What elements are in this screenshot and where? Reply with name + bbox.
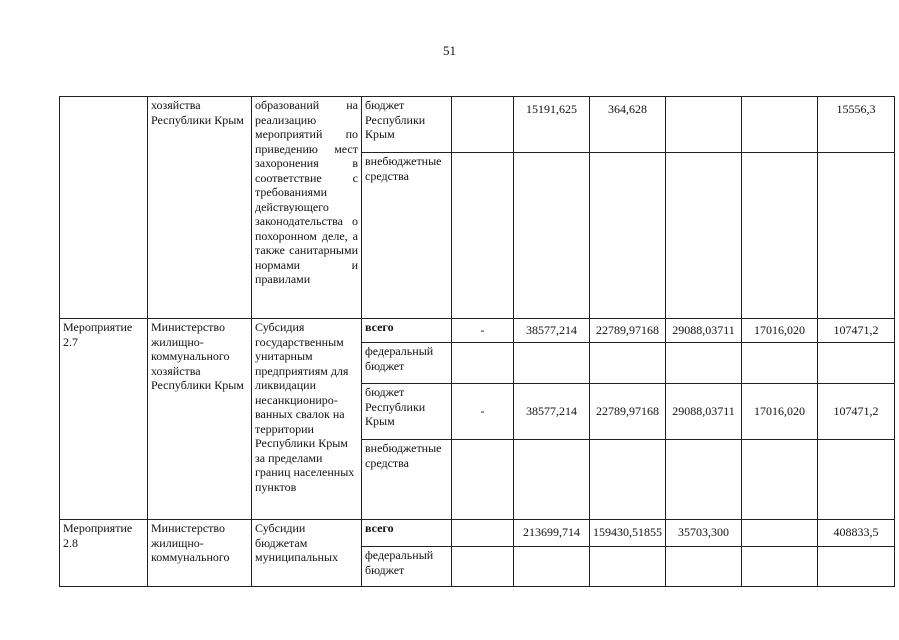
value-cell: 35703,300 bbox=[666, 520, 742, 547]
value-cell bbox=[666, 547, 742, 587]
total-cell bbox=[818, 440, 895, 520]
source-cell: внебюджетные средства bbox=[362, 440, 452, 520]
dash-cell bbox=[452, 153, 514, 319]
value-cell bbox=[666, 440, 742, 520]
value-cell bbox=[742, 153, 818, 319]
total-cell bbox=[818, 547, 895, 587]
total-cell: 107471,2 bbox=[818, 319, 895, 343]
value-cell bbox=[590, 440, 666, 520]
value-cell bbox=[742, 343, 818, 384]
executor-cell: хозяйства Республики Крым bbox=[148, 97, 252, 319]
source-cell: бюджет Республики Крым bbox=[362, 97, 452, 153]
source-cell: федеральный бюджет bbox=[362, 547, 452, 587]
source-cell: внебюджетные средства bbox=[362, 153, 452, 319]
description-cell: образований на реализацию мероприятий по приведению мест захоронения в соответствие с требованиями действующего законодательства о похоронном деле, а также санитарными нормами и правилами bbox=[252, 97, 362, 319]
table-row bbox=[60, 319, 895, 343]
measure-cell bbox=[60, 97, 148, 319]
source-cell: всего bbox=[362, 319, 452, 343]
value-cell: 17016,020 bbox=[742, 384, 818, 440]
funding-table bbox=[59, 96, 895, 587]
description-cell: Субсидии бюджетам муниципальных bbox=[252, 520, 362, 587]
value-cell: 15191,625 bbox=[514, 97, 590, 153]
dash-cell bbox=[452, 343, 514, 384]
value-cell bbox=[514, 343, 590, 384]
value-cell bbox=[742, 440, 818, 520]
value-cell bbox=[742, 97, 818, 153]
total-cell bbox=[818, 153, 895, 319]
dash-cell bbox=[452, 440, 514, 520]
dash-cell: - bbox=[452, 319, 514, 343]
value-cell bbox=[742, 520, 818, 547]
value-cell bbox=[590, 153, 666, 319]
value-cell: 22789,97168 bbox=[590, 319, 666, 343]
value-cell bbox=[666, 97, 742, 153]
value-cell: 38577,214 bbox=[514, 319, 590, 343]
total-cell: 107471,2 bbox=[818, 384, 895, 440]
dash-cell bbox=[452, 520, 514, 547]
source-cell: федеральный бюджет bbox=[362, 343, 452, 384]
page-number: 51 bbox=[443, 43, 456, 58]
dash-cell: - bbox=[452, 384, 514, 440]
value-cell: 213699,714 bbox=[514, 520, 590, 547]
value-cell bbox=[742, 547, 818, 587]
value-cell: 17016,020 bbox=[742, 319, 818, 343]
table-row bbox=[60, 97, 895, 153]
description-cell: Субсидия государственным унитарным предприятиям для ликвидации несанкциониро-ванных свалок на территории Республики Крым за пределами границ населенных пунктов bbox=[252, 319, 362, 520]
dash-cell bbox=[452, 547, 514, 587]
value-cell: 29088,03711 bbox=[666, 384, 742, 440]
executor-cell: Министерство жилищно-коммунального хозяйства Республики Крым bbox=[148, 319, 252, 520]
value-cell bbox=[590, 343, 666, 384]
total-cell: 408833,5 bbox=[818, 520, 895, 547]
value-cell bbox=[514, 440, 590, 520]
value-cell: 22789,97168 bbox=[590, 384, 666, 440]
value-cell: 29088,03711 bbox=[666, 319, 742, 343]
dash-cell bbox=[452, 97, 514, 153]
value-cell: 364,628 bbox=[590, 97, 666, 153]
value-cell: 159430,51855 bbox=[590, 520, 666, 547]
value-cell bbox=[514, 547, 590, 587]
measure-cell: Мероприятие 2.8 bbox=[60, 520, 148, 587]
source-cell: всего bbox=[362, 520, 452, 547]
table-row bbox=[60, 520, 895, 547]
measure-cell: Мероприятие 2.7 bbox=[60, 319, 148, 520]
total-cell bbox=[818, 343, 895, 384]
value-cell bbox=[666, 153, 742, 319]
value-cell bbox=[666, 343, 742, 384]
value-cell: 38577,214 bbox=[514, 384, 590, 440]
value-cell bbox=[590, 547, 666, 587]
total-cell: 15556,3 bbox=[818, 97, 895, 153]
value-cell bbox=[514, 153, 590, 319]
executor-cell: Министерство жилищно-коммунального bbox=[148, 520, 252, 587]
source-cell: бюджет Республики Крым bbox=[362, 384, 452, 440]
